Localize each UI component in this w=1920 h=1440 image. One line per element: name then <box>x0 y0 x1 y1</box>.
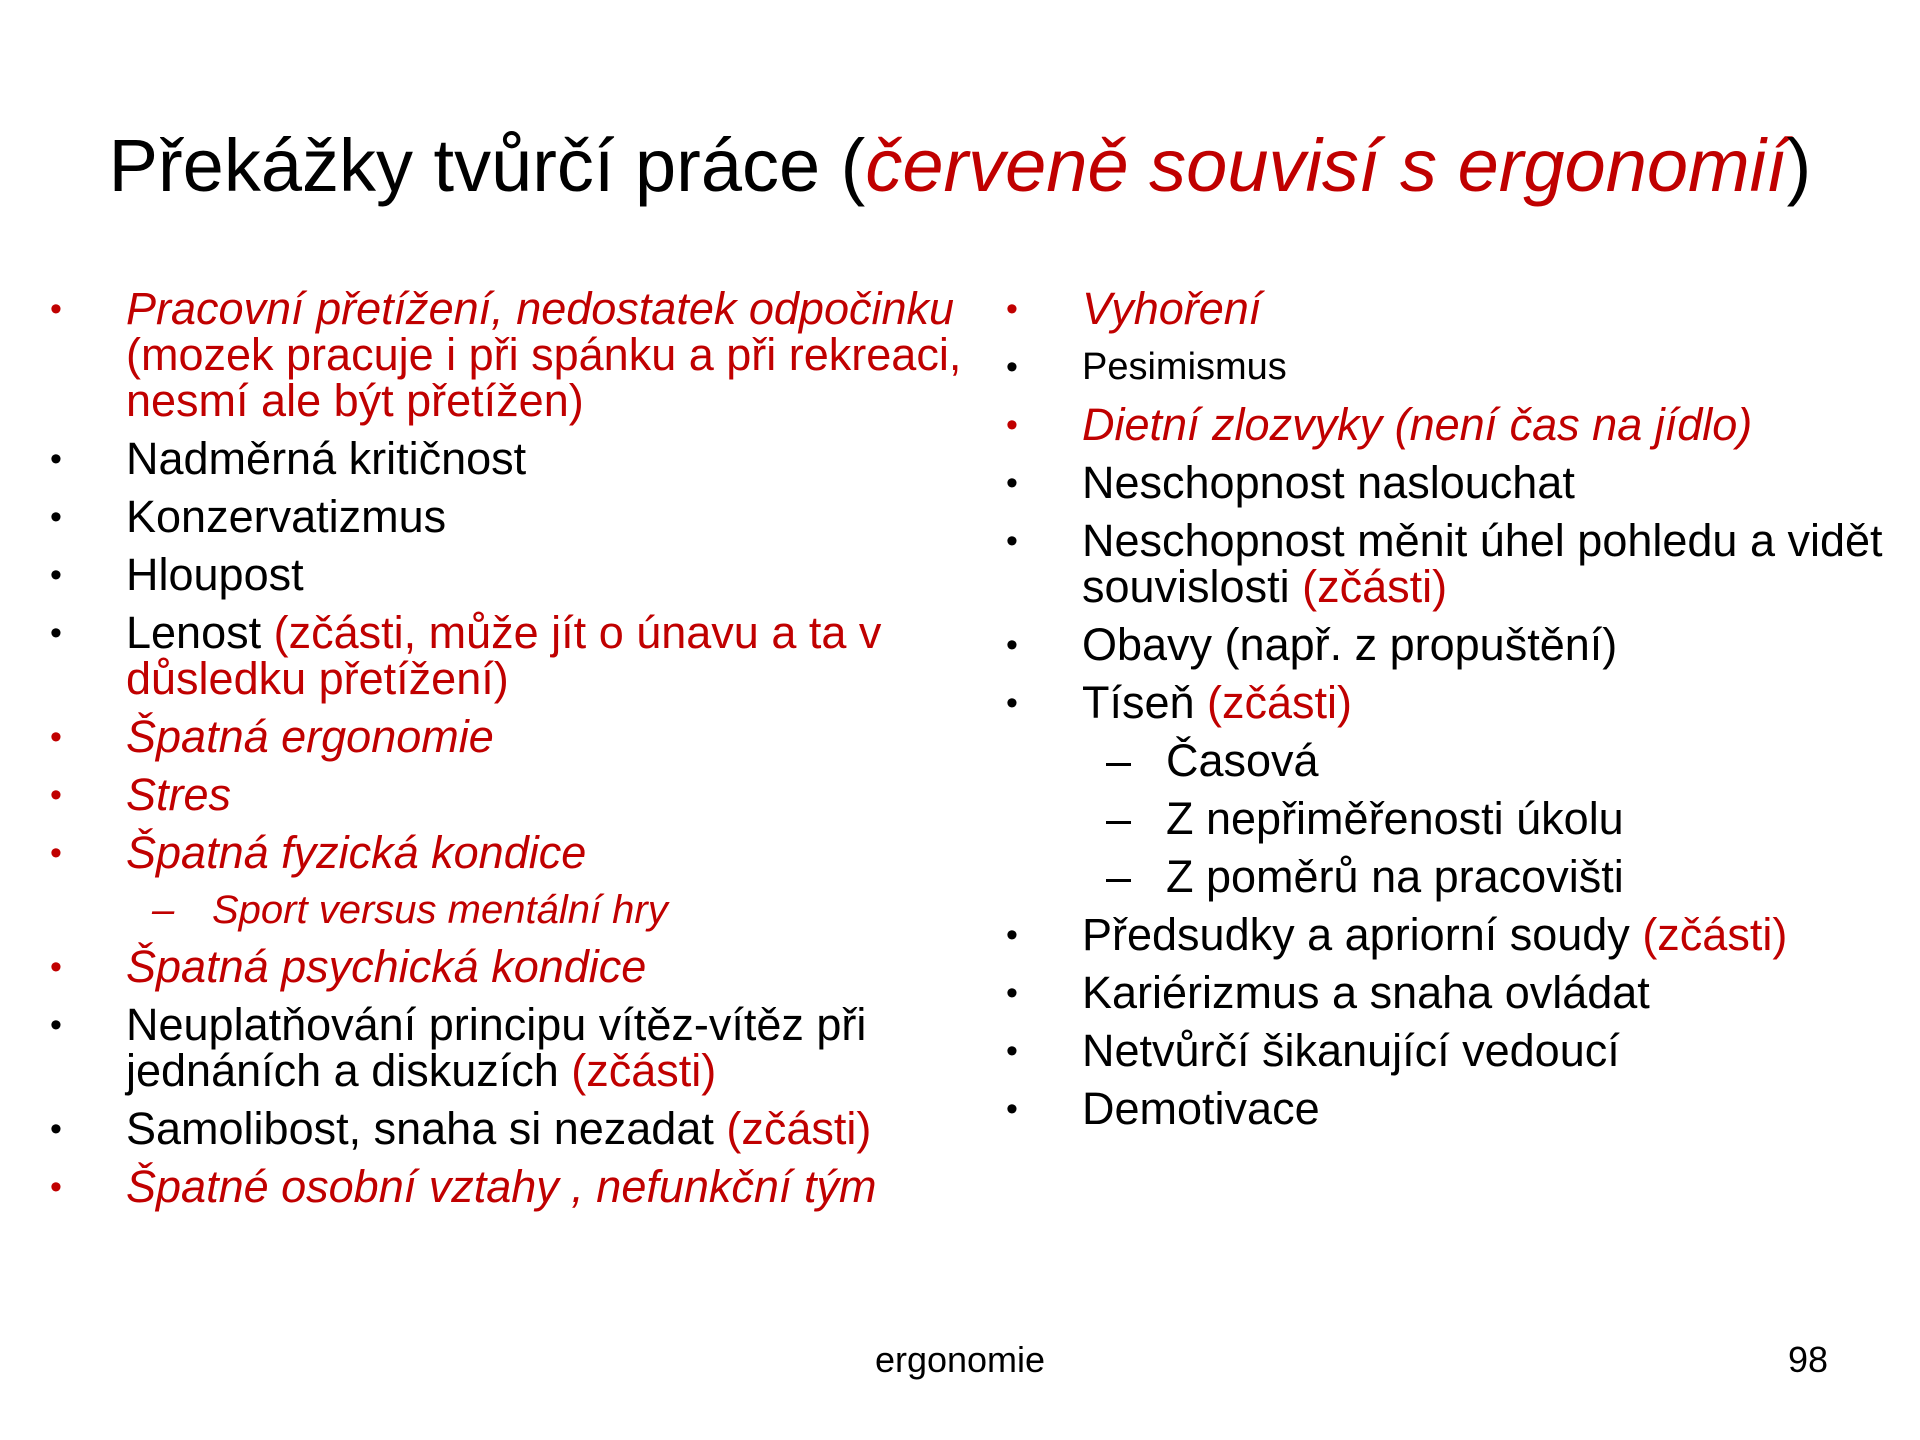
sub-item-text: Z poměrů na pracovišti <box>1166 851 1624 902</box>
item-highlight-text: Špatná fyzická kondice <box>126 827 587 878</box>
bullet-icon: • <box>1006 916 1018 954</box>
list-item <box>42 433 962 484</box>
item-text: Neschopnost měnit úhel pohledu a vidět souvislosti <box>1082 515 1883 612</box>
left-bullet-list <box>42 283 962 1222</box>
item-text: Obavy (např. z propuštění) <box>1082 619 1618 670</box>
item-highlight-text: Špatné osobní vztahy , nefunkční tým <box>126 1161 877 1212</box>
sub-list-item <box>998 793 1888 844</box>
item-highlight-text: Vyhoření <box>1082 283 1262 334</box>
bullet-icon: • <box>50 440 62 478</box>
list-item <box>42 769 962 820</box>
bullet-icon: • <box>50 498 62 536</box>
item-text: Pesimismus <box>1082 346 1287 388</box>
list-item <box>998 344 1888 390</box>
list-item <box>998 967 1888 1018</box>
dash-icon: – <box>1106 735 1132 786</box>
list-item <box>998 399 1888 450</box>
item-text: Konzervatizmus <box>126 491 447 542</box>
bullet-icon: • <box>1006 348 1018 386</box>
bullet-icon: • <box>50 718 62 756</box>
dash-icon: – <box>152 888 175 932</box>
footer-label: ergonomie <box>874 1339 1046 1380</box>
bullet-icon: • <box>50 290 62 328</box>
item-text: Kariérizmus a snaha ovládat <box>1082 967 1650 1018</box>
list-item <box>998 457 1888 508</box>
bullet-icon: • <box>1006 626 1018 664</box>
list-item <box>998 1083 1888 1134</box>
bullet-icon: • <box>50 614 62 652</box>
bullet-icon: • <box>1006 464 1018 502</box>
slide-title <box>0 118 1920 214</box>
bullet-icon: • <box>50 948 62 986</box>
item-text: Tíseň <box>1082 677 1208 728</box>
dash-icon: – <box>1106 793 1132 844</box>
list-item <box>42 941 962 992</box>
list-item <box>998 677 1888 728</box>
item-highlight-text: Pracovní přetížení, nedostatek odpočinku <box>126 283 955 334</box>
bullet-icon: • <box>50 1168 62 1206</box>
item-note: (zčásti, může jít o únavu a ta v důsledku přetížení) <box>126 607 882 704</box>
bullet-icon: • <box>50 776 62 814</box>
item-text: Předsudky a apriorní soudy <box>1082 909 1643 960</box>
list-item <box>42 999 962 1096</box>
bullet-icon: • <box>1006 1032 1018 1070</box>
bullet-icon: • <box>50 1110 62 1148</box>
sub-item-text: Sport versus mentální hry <box>212 888 668 932</box>
title-highlight: červeně souvisí s ergonomií <box>865 124 1787 207</box>
bullet-icon: • <box>1006 522 1018 560</box>
item-text: Neuplatňování principu vítěz-vítěz při jednáních a diskuzích <box>126 999 867 1096</box>
list-item <box>42 1103 962 1154</box>
bullet-icon: • <box>1006 406 1018 444</box>
list-item <box>42 283 962 426</box>
list-item <box>42 491 962 542</box>
sub-list-item <box>998 735 1888 786</box>
item-highlight-text: Špatná psychická kondice <box>126 941 647 992</box>
list-item <box>42 1161 962 1212</box>
item-note: (zčásti) <box>1207 677 1353 728</box>
item-text: Samolibost, snaha si nezadat <box>126 1103 727 1154</box>
item-note: (zčásti) <box>571 1045 717 1096</box>
dash-icon: – <box>1106 851 1132 902</box>
item-text: Lenost <box>126 607 274 658</box>
list-item <box>998 515 1888 612</box>
sub-item-text: Časová <box>1166 735 1319 786</box>
list-item <box>42 827 962 878</box>
item-note: (zčásti) <box>1642 909 1788 960</box>
list-item <box>42 711 962 762</box>
item-text: Nadměrná kritičnost <box>126 433 527 484</box>
bullet-icon: • <box>50 834 62 872</box>
bullet-icon: • <box>1006 684 1018 722</box>
list-item <box>42 549 962 600</box>
item-text: (mozek pracuje i při spánku a při rekreaci, nesmí ale být přetížen) <box>126 329 962 426</box>
item-highlight-text: Stres <box>126 769 232 820</box>
right-bullet-list <box>998 283 1888 1144</box>
item-text: Hloupost <box>126 549 304 600</box>
item-text: Demotivace <box>1082 1083 1320 1134</box>
bullet-icon: • <box>50 1006 62 1044</box>
list-item <box>998 1025 1888 1076</box>
item-note: (zčásti) <box>726 1103 872 1154</box>
sub-item-text: Z nepřiměřenosti úkolu <box>1166 793 1624 844</box>
item-text: Netvůrčí šikanující vedoucí <box>1082 1025 1620 1076</box>
item-highlight-text: Špatná ergonomie <box>126 711 494 762</box>
title-suffix: ) <box>1786 124 1812 207</box>
bullet-icon: • <box>50 556 62 594</box>
list-item <box>998 619 1888 670</box>
title-prefix: Překážky tvůrčí práce ( <box>108 124 866 207</box>
bullet-icon: • <box>1006 974 1018 1012</box>
item-highlight-text: Dietní zlozvyky (není čas na jídlo) <box>1082 399 1753 450</box>
bullet-icon: • <box>1006 290 1018 328</box>
sub-list-item <box>998 851 1888 902</box>
bullet-icon: • <box>1006 1090 1018 1128</box>
sub-list-item <box>42 888 962 932</box>
item-note: (zčásti) <box>1302 561 1448 612</box>
list-item <box>998 909 1888 960</box>
item-text: Neschopnost naslouchat <box>1082 457 1575 508</box>
page-number: 98 <box>1787 1339 1828 1380</box>
list-item <box>998 283 1888 334</box>
list-item <box>42 607 962 704</box>
